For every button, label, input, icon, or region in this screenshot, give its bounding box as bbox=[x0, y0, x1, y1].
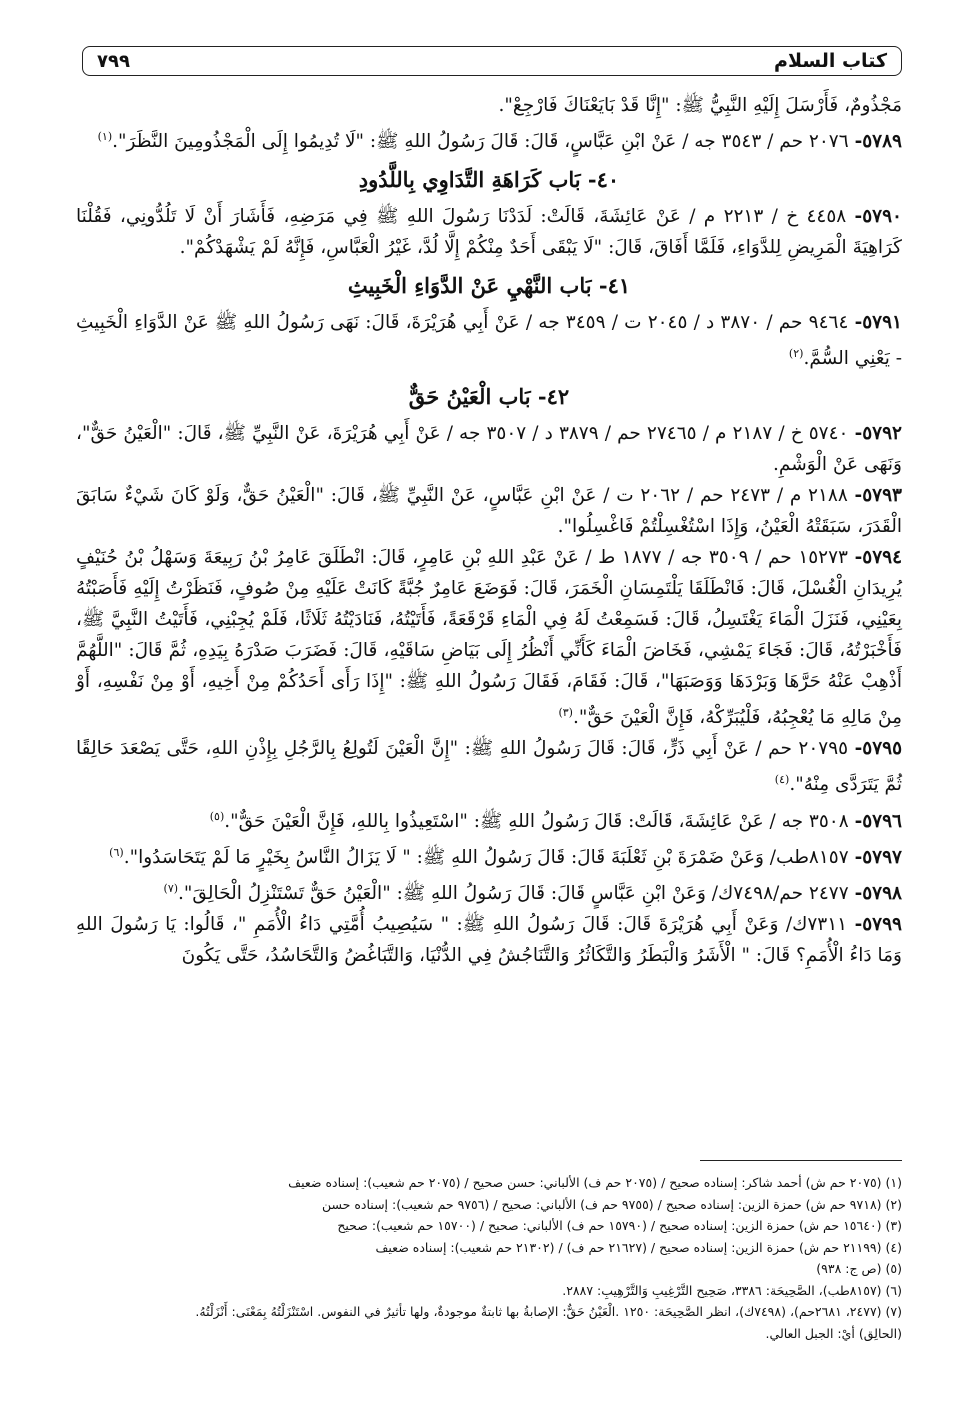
hadith-number: ٥٧٩٣- bbox=[854, 485, 902, 507]
chapter-heading: ٤٢- بَاب الْعَيْنُ حَقٌّ bbox=[408, 384, 570, 410]
footnote-marker: (٧) bbox=[163, 881, 179, 895]
footnote: (٢) (٩٧١٨ حم ش) حمزة الزين: إسناده صحيح / (٩٧٥٥ حم ف) الألباني: صحيح / (٩٧٥٦ حم شعيب): إسناده حسن bbox=[322, 1196, 902, 1212]
hadith-paragraph bbox=[76, 733, 902, 800]
hadith-text: ٢١٨٨ م / ٢٤٧٣ حم / ٢٠٦٢ ت / عَنْ ابْنِ عَبَّاسٍ، عَنْ النَّبِيِّ ﷺ، قَالَ: "الْعَيْنُ حَقٌّ، وَلَوْ كَانَ شَيْءٌ سَابَقَ الْقَدَرَ، سَبَقَتْهُ الْعَيْنُ، وَإِذَا اسْتُغْسِلْتُمْ فَاغْسِلُوا". bbox=[76, 485, 902, 538]
hadith-text: ٣٥٠٨ جه / عَنْ عَائِشَةَ، قَالَتْ: قَالَ رَسُولُ اللهِ ﷺ: "اسْتَعِيذُوا بِاللهِ، فَإِنَّ الْعَيْنَ حَقٌّ". bbox=[224, 810, 855, 832]
hadith-number: ٥٧٩٤- bbox=[854, 547, 903, 569]
footnote-marker: (٢) bbox=[788, 347, 804, 361]
footnote-marker: (٣) bbox=[558, 706, 573, 720]
hadith-number: ٥٧٩١- bbox=[854, 312, 902, 334]
hadith-text: ٥٧٤٠ خ / ٢١٨٧ م / ٢٧٤٦٥ حم / ٣٨٧٩ د / ٣٥٠٧ جه / عَنْ أَبِي هُرَيْرَةَ، عَنْ النَّبِيِّ ﷺ، قَالَ: "الْعَيْنُ حَقٌّ"، وَنَهَى عَنْ الْوَشْمِ. bbox=[76, 423, 902, 476]
hadith-number: ٥٧٩٥- bbox=[854, 738, 903, 760]
footnote: (٥) (ص ج: ٩٣٨) bbox=[816, 1261, 902, 1276]
footnote-marker: (٥) bbox=[209, 809, 225, 823]
footnote: (١) (٢٠٧٥ حم ش) أحمد شاكر: إسناده صحيح / (٢٠٧٥ حم ف) الألباني: حسن صحيح / (٢٠٧٥ حم شعيب): إسناده ضعيف bbox=[288, 1175, 902, 1190]
hadith-number: ٥٧٨٩- bbox=[854, 131, 902, 153]
footnotes bbox=[76, 1172, 902, 1344]
hadith-paragraph bbox=[76, 801, 902, 837]
footnote-marker: (٦) bbox=[109, 845, 124, 859]
hadith-paragraph bbox=[76, 418, 902, 480]
hadith-number: ٥٧٩٨- bbox=[854, 883, 902, 905]
hadith-text: ٢٠٧٦ حم / ٣٥٤٣ جه / عَنْ ابْنِ عَبَّاسٍ، قَالَ: قَالَ رَسُولُ اللهِ ﷺ: "لَا تُدِيمُوا إِلَى الْمَجْذُومِينَ النَّظَرَ". bbox=[112, 131, 855, 153]
main-text bbox=[76, 90, 902, 971]
hadith-paragraph bbox=[76, 480, 902, 542]
hadith-paragraph bbox=[76, 873, 902, 909]
footnote-marker: (٤) bbox=[774, 773, 790, 787]
footnote: (٤) (٢١١٩٩ حم ش) حمزة الزين: إسناده صحيح / (٢١٦٢٧ حم ف) / (٢١٣٠٢ حم شعيب): إسناده ضعيف bbox=[375, 1239, 902, 1255]
hadith-text: ٢٤٧٧ حم/٧٤٩٨ك/ وَعَنْ ابْنِ عَبَّاسٍ قَالَ: قَالَ رَسُولُ اللهِ ﷺ: "الْعَيْنُ حَقٌّ تَسْتَنْزِلُ الْحَالِقَ". bbox=[178, 883, 855, 905]
hadith-text: ٤٤٥٨ خ / ٢٢١٣ م / عَنْ عَائِشَةَ، قَالَتْ: لَدَدْنَا رَسُولَ اللهِ ﷺ فِي مَرَضِهِ، فَأَشَارَ أَنْ لَا تَلُدُّونِي، فَقُلْنَا كَرَاهِيَةَ الْمَرِيضِ لِلدَّوَاءِ، فَلَمَّا أَفَاقَ، قَالَ: "لَا يَبْقَى أَحَدٌ مِنْكُمْ إِلَّا لُدَّ، غَيْرُ الْعَبَّاسِ، فَإِنَّهُ لَمْ يَشْهَدْكُمْ". bbox=[76, 206, 902, 259]
footnote: (٧) (٢٤٧٧، ٢٦٨١حم)، (٧٤٩٨ك)، انظر الصَّحِيحَة: ١٢٥٠ .الْعَيْنُ حَقٌّ: الإصابةُ بها ثابتةٌ موجودةٌ، ولها تأثيرٌ في النفوس. اسْتَنْزَلْتُهُ بِمَعْنَى: أَنْزَلْتُهُ. bbox=[195, 1304, 902, 1319]
hadith-text: ٧٣١١ك/ وَعَنْ أَبِي هُرَيْرَةَ قَالَ: قَالَ رَسُولُ اللهِ ﷺ: " سَيُصِيبُ أُمَّتِي دَاءُ الْأُمَمِ "، قَالُوا: يَا رَسُولَ اللهِ وَمَا دَاءُ الْأُمَمِ؟ قَالَ: " الْأَشَرُ وَالْبَطَرُ وَالتَّكَاثُرُ وَالتَّنَاجُشُ فِي الدُّنْيَا، وَالتَّبَاغُضُ وَالتَّحَاسُدُ، حَتَّى يَكُونَ bbox=[76, 914, 902, 967]
footnote: (٦) (٨١٥٧طب)، الصَّحِيحَة: ٣٣٨٦، صَحِيح التَّرْغِيبِ وَالتَّرْهِيبِ: ٢٨٨٧. bbox=[562, 1282, 902, 1298]
hadith-text: ٨١٥٧طب/ وَعَنْ ضَمْرَةَ بْنِ ثَعْلَبَةَ قَالَ: قَالَ رَسُولُ اللهِ ﷺ: " لَا يَزَالُ النَّاسُ بِخَيْرٍ مَا لَمْ يَتَحَاسَدُوا". bbox=[123, 846, 855, 868]
hadith-number: ٥٧٩٢- bbox=[854, 423, 902, 445]
page-header bbox=[82, 46, 902, 76]
footnote: (الحالِق) أيْ: الجبل العالي. bbox=[765, 1325, 902, 1341]
hadith-paragraph bbox=[76, 201, 902, 263]
book-title: كتاب السلام bbox=[774, 50, 887, 72]
hadith-paragraph bbox=[76, 542, 902, 733]
hadith-text: ٢٠٧٩٥ حم / عَنْ أَبِي ذَرٍّ، قَالَ: قَالَ رَسُولُ اللهِ ﷺ: "إِنَّ الْعَيْنَ لَتُولِعُ بِالرَّجُلِ بِإِذْنِ اللهِ، حَتَّى يَصْعَدَ حَالِقًا ثُمَّ يَتَرَدَّى مِنْهُ". bbox=[76, 738, 902, 796]
hadith-number: ٥٧٩٩- bbox=[854, 914, 902, 936]
footnote-marker: (١) bbox=[97, 130, 113, 143]
hadith-paragraph bbox=[76, 90, 902, 121]
hadith-number: ٥٧٩٠- bbox=[854, 206, 902, 228]
hadith-text: ١٥٢٧٣ حم / ٣٥٠٩ جه / ١٨٧٧ ط / عَنْ عَبْدِ اللهِ بْنِ عَامِرٍ، قَالَ: انْطَلَقَ عَامِرُ بْنُ رَبِيعَةَ وَسَهْلُ بْنُ حُنَيْفٍ يُرِيدَانِ الْغُسْلَ، قَالَ: فَانْطَلَقَا يَلْتَمِسَانِ الْخَمَرَ، قَالَ: فَوَضَعَ عَامِرٌ جُبَّةً كَانَتْ عَلَيْهِ مِنْ صُوفٍ، فَنَظَرْتُ إِلَيْهِ فَأَصَبْتُهُ بِعَيْنِي، فَنَزَلَ الْمَاءَ يَغْتَسِلُ، قَالَ: فَسَمِعْتُ لَهُ فِي الْمَاءِ قَرْقَعَةً، فَأَتَيْتُهُ، فَنَادَيْتُهُ ثَلَاثًا، فَلَمْ يُجِبْنِي، فَأَتَيْتُ النَّبِيَّ ﷺ، فَأَخْبَرْتُهُ، قَالَ: فَجَاءَ يَمْشِي، فَخَاضَ الْمَاءَ كَأَنِّي أَنْظُرُ إِلَى بَيَاضِ سَاقَيْهِ، قَالَ: فَضَرَبَ صَدْرَهُ بِيَدِهِ، ثُمَّ قَالَ: "اللَّهُمَّ أَذْهِبْ عَنْهُ حَرَّهَا وَبَرْدَهَا وَوَصَبَهَا"، قَالَ: فَقَامَ، فَقَالَ رَسُولُ اللهِ ﷺ: "إِذَا رَأَى أَحَدُكُمْ مِنْ أَخِيهِ، أَوْ مِنْ نَفْسِهِ، أَوْ مِنْ مَالِهِ مَا يُعْجِبُهُ، فَلْيُبَرِّكْهُ، فَإِنَّ الْعَيْنَ حَقٌّ". bbox=[76, 547, 902, 729]
hadith-paragraph bbox=[76, 121, 902, 157]
hadith-paragraph bbox=[76, 307, 902, 374]
footnote: (٣) (١٥٦٤٠ حم ش) حمزة الزين: إسناده صحيح / (١٥٧٩٠ حم ف) الألباني: صحيح / (١٥٧٠٠ حم شعيب): صحيح bbox=[337, 1218, 902, 1233]
hadith-text: مَجْذُومٌ، فَأَرْسَلَ إِلَيْهِ النَّبِيُّ ﷺ: "إِنَّا قَدْ بَايَعْنَاكَ فَارْجِعْ". bbox=[498, 95, 902, 116]
hadith-paragraph bbox=[76, 909, 902, 971]
hadith-text: ٩٤٦٤ حم / ٣٨٧٠ د / ٢٠٤٥ ت / ٣٤٥٩ جه / عَنْ أَبِي هُرَيْرَةَ، قَالَ: نَهَى رَسُولُ اللهِ ﷺ عَنْ الدَّوَاءِ الْخَبِيثِ - يَعْنِي السُّمَّ. bbox=[76, 312, 902, 370]
chapter-heading: ٤١- بَاب النَّهْيِ عَنْ الدَّوَاءِ الْخَبِيثِ bbox=[347, 273, 631, 299]
page-number: ٧٩٩ bbox=[97, 50, 130, 72]
footnote-separator bbox=[700, 1160, 902, 1161]
hadith-number: ٥٧٩٧- bbox=[854, 846, 902, 868]
chapter-heading: ٤٠- بَاب كَرَاهَةِ التَّدَاوِي بِاللَّدُودِ bbox=[358, 167, 620, 193]
hadith-number: ٥٧٩٦- bbox=[854, 810, 902, 832]
hadith-paragraph bbox=[76, 837, 902, 873]
